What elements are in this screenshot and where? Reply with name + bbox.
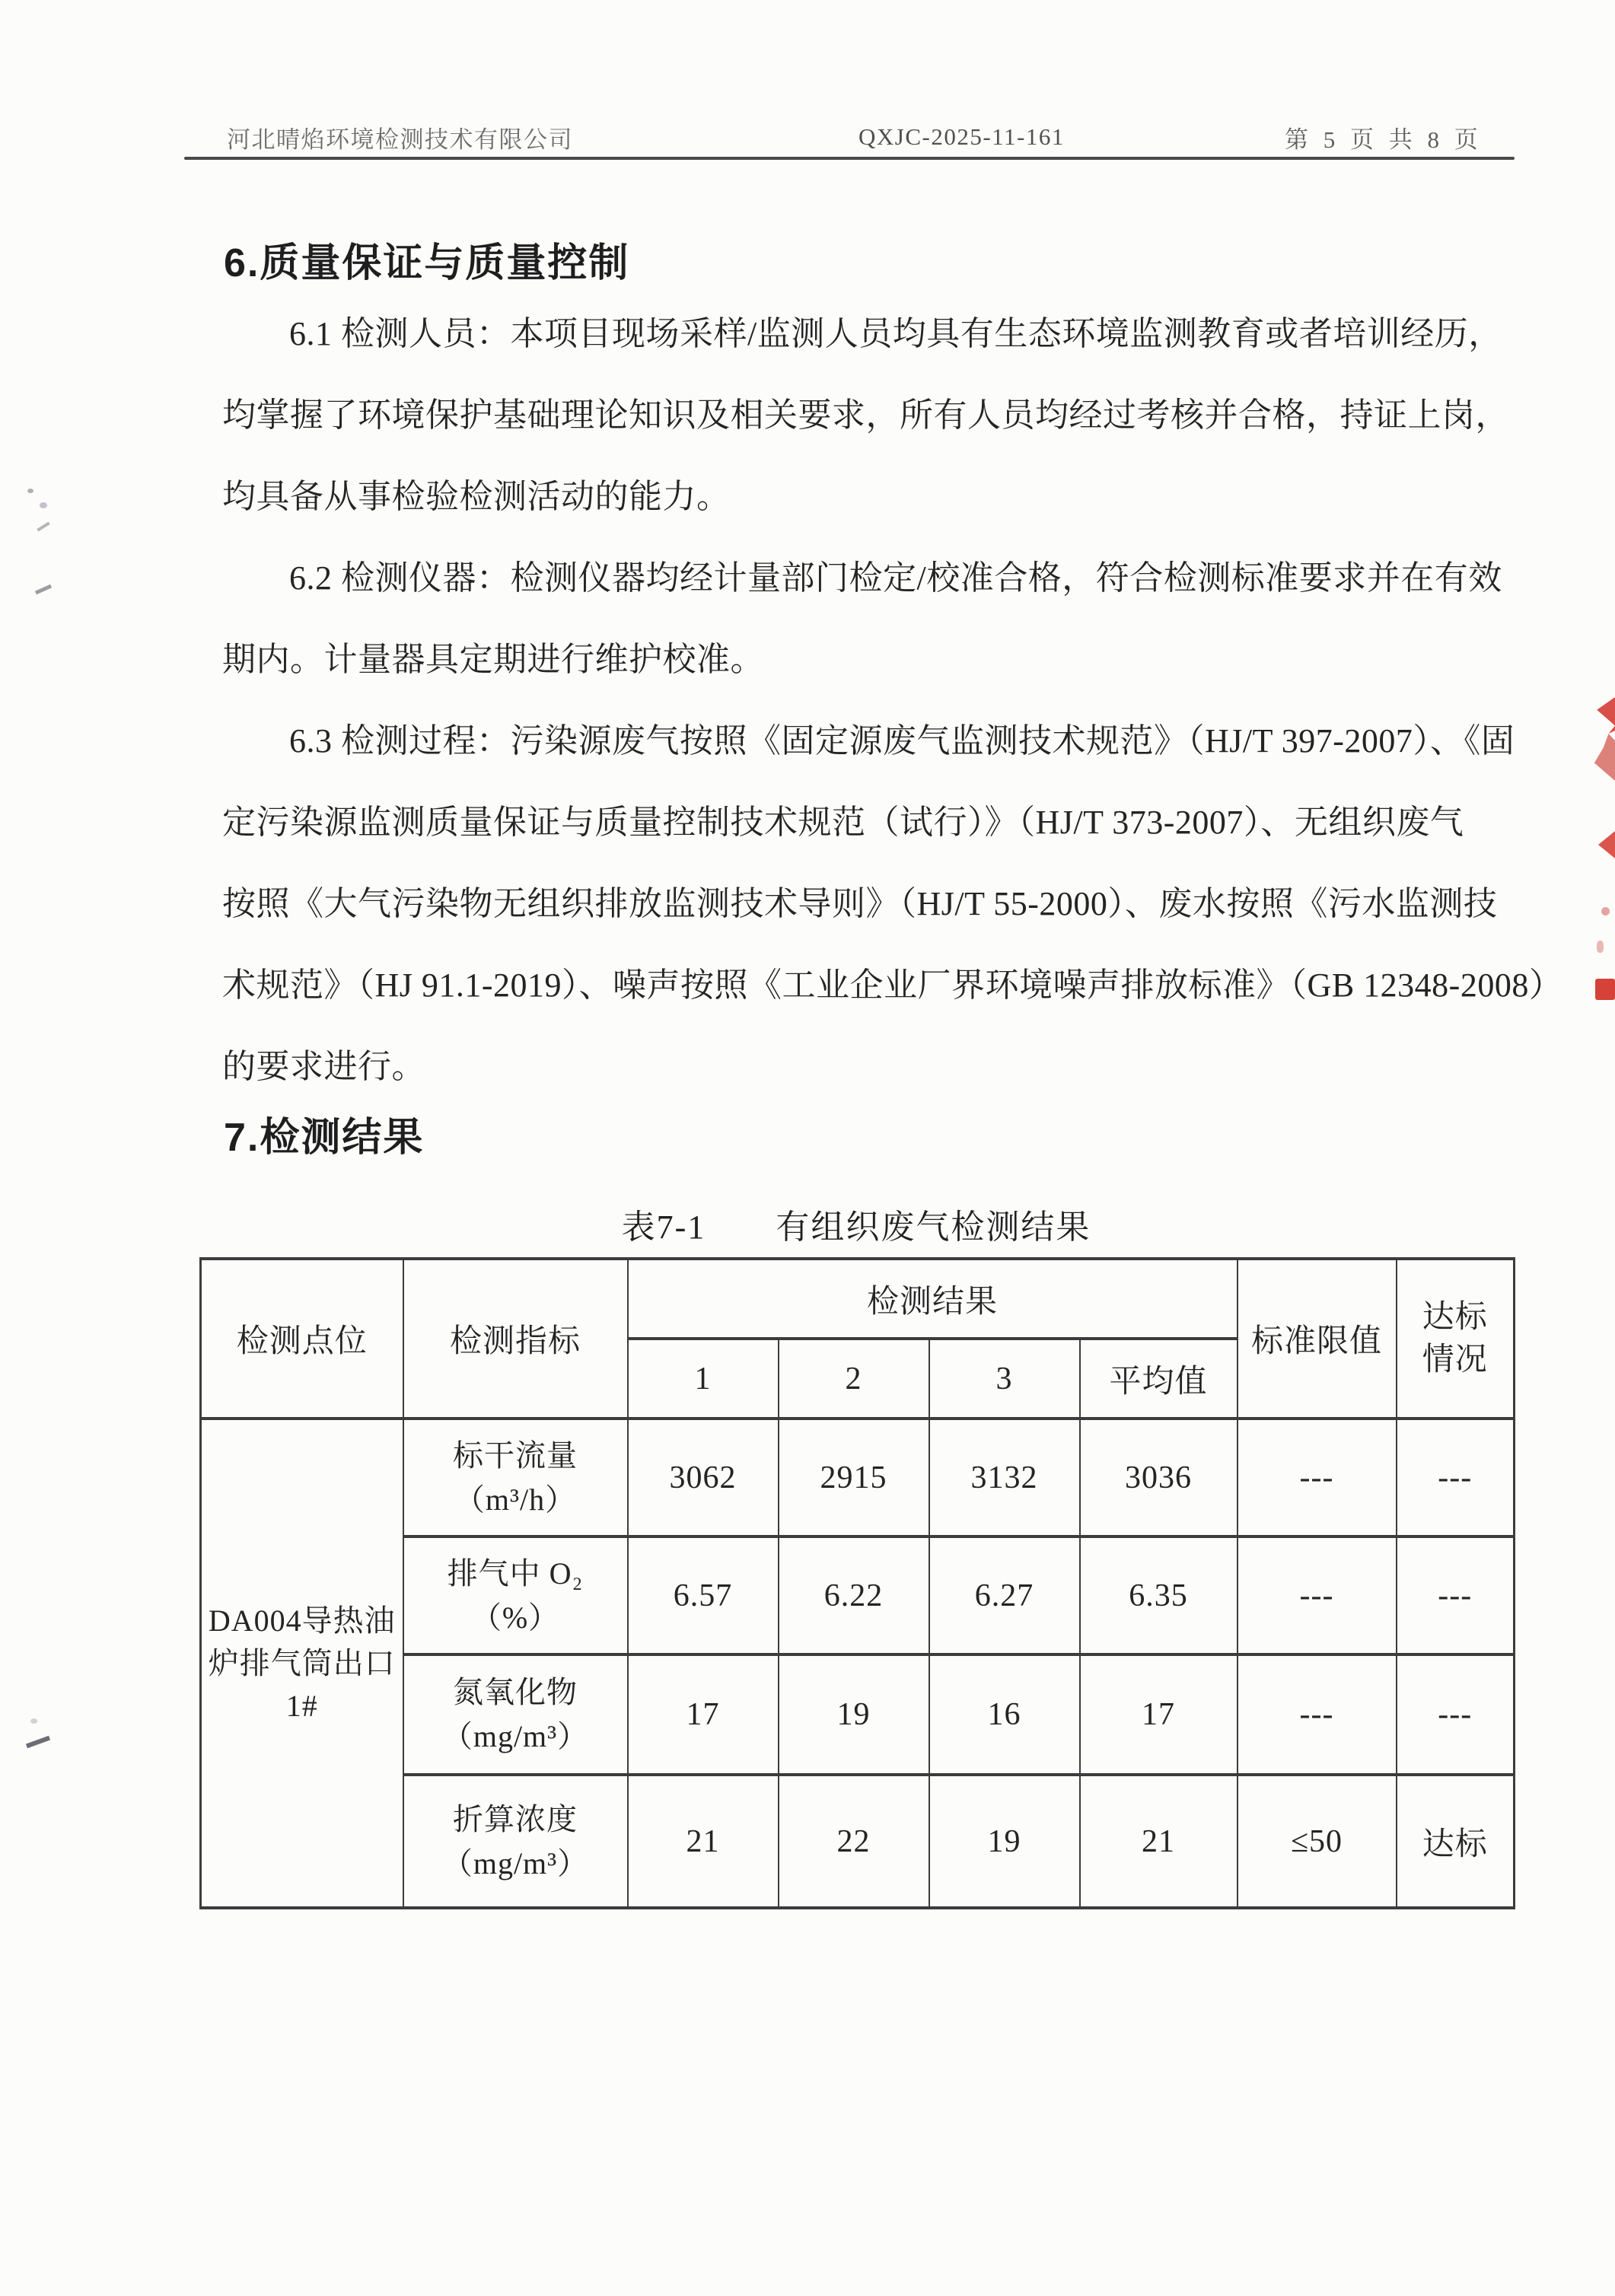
subheader-run-3: 3 xyxy=(929,1339,1080,1419)
body-line-6: 6.3 检测过程：污染源废气按照《固定源废气监测技术规范》（HJ/T 397-2007）、《固 xyxy=(289,722,1515,759)
body-line-5: 期内。计量器具定期进行维护校准。 xyxy=(222,641,764,678)
body-line-3: 均具备从事检验检测活动的能力。 xyxy=(222,478,731,515)
ink-speck xyxy=(40,502,47,508)
limit-cell: --- xyxy=(1238,1537,1397,1654)
value-cell: 6.22 xyxy=(779,1537,929,1654)
subheader-run-1: 1 xyxy=(628,1339,779,1419)
value-cell: 22 xyxy=(779,1775,929,1908)
site-cell xyxy=(201,1419,403,1908)
header-cell-indicator: 检测指标 xyxy=(403,1259,628,1419)
average-cell: 21 xyxy=(1080,1775,1238,1908)
body-line-8: 按照《大气污染物无组织排放监测技术导则》（HJ/T 55-2000）、废水按照《污水监测技 xyxy=(222,885,1498,922)
value-cell: 6.57 xyxy=(628,1537,779,1654)
value-cell: 19 xyxy=(779,1654,929,1775)
value-cell: 16 xyxy=(929,1654,1080,1775)
value-cell: 21 xyxy=(628,1775,779,1908)
value-cell: 3062 xyxy=(628,1419,779,1537)
stamp-fragment-icon xyxy=(1598,831,1615,858)
body-line-9: 术规范》（HJ 91.1-2019）、噪声按照《工业企业厂界环境噪声排放标准》（GB 12348-2008） xyxy=(222,966,1563,1004)
body-line-4: 6.2 检测仪器：检测仪器均经计量部门检定/校准合格，符合检测标准要求并在有效 xyxy=(289,559,1502,597)
ink-speck xyxy=(27,489,33,493)
header-cell-point: 检测点位 xyxy=(201,1259,403,1419)
subheader-run-2: 2 xyxy=(779,1339,929,1419)
body-line-10: 的要求进行。 xyxy=(222,1048,425,1085)
limit-cell: ≤50 xyxy=(1238,1775,1397,1908)
indicator-cell xyxy=(403,1537,628,1654)
results-table-container xyxy=(199,1257,1515,1909)
table-row xyxy=(201,1419,1515,1537)
header-page-number: 第 5 页 共 8 页 xyxy=(1285,126,1483,153)
average-cell: 6.35 xyxy=(1080,1537,1238,1654)
ink-speck xyxy=(26,1736,50,1749)
site-line-2: 炉排气筒出口 xyxy=(208,1645,396,1680)
header-doc-number: QXJC-2025-11-161 xyxy=(858,123,1065,150)
stamp-fragment-icon xyxy=(1595,979,1615,1000)
header-cell-result: 检测结果 xyxy=(628,1259,1238,1339)
subheader-average: 平均值 xyxy=(1080,1339,1238,1419)
stamp-fragment-icon xyxy=(1589,734,1615,781)
section7-title: 7.检测结果 xyxy=(224,1116,425,1160)
section6-title: 6.质量保证与质量控制 xyxy=(224,241,630,285)
value-cell: 2915 xyxy=(779,1419,929,1537)
stamp-fragment-icon xyxy=(1601,907,1610,916)
header-rule xyxy=(184,157,1515,160)
status-cell: --- xyxy=(1397,1419,1515,1537)
stamp-fragment-icon xyxy=(1594,697,1615,734)
value-cell: 19 xyxy=(929,1775,1080,1908)
indicator-name: 折算浓度 xyxy=(453,1801,578,1836)
value-cell: 6.27 xyxy=(929,1537,1080,1654)
section6-body xyxy=(222,293,1563,1107)
body-line-2: 均掌握了环境保护基础理论知识及相关要求，所有人员均经过考核并合格，持证上岗， xyxy=(222,396,1509,434)
indicator-unit: （m³/h） xyxy=(454,1482,577,1517)
indicator-name: 标干流量 xyxy=(453,1438,578,1473)
site-line-1: DA004导热油 xyxy=(208,1603,396,1638)
site-line-3: 1# xyxy=(285,1688,318,1723)
header-cell-limit: 标准限值 xyxy=(1238,1259,1397,1419)
indicator-unit: （%） xyxy=(470,1600,560,1635)
status-cell: 达标 xyxy=(1397,1775,1515,1908)
ink-speck xyxy=(30,1718,37,1724)
ink-speck xyxy=(37,522,49,532)
indicator-cell xyxy=(403,1775,628,1908)
ink-speck xyxy=(35,584,52,595)
indicator-unit: （mg/m³） xyxy=(441,1845,589,1880)
average-cell: 3036 xyxy=(1080,1419,1238,1537)
indicator-name: 排气中 O₂ xyxy=(447,1556,584,1591)
limit-cell: --- xyxy=(1238,1654,1397,1775)
limit-cell: --- xyxy=(1238,1419,1397,1537)
body-line-1: 6.1 检测人员：本项目现场采样/监测人员均具有生态环境监测教育或者培训经历， xyxy=(289,315,1502,352)
header-cell-status xyxy=(1397,1259,1515,1419)
average-cell: 17 xyxy=(1080,1654,1238,1775)
indicator-unit: （mg/m³） xyxy=(441,1719,589,1753)
value-cell: 17 xyxy=(628,1654,779,1775)
body-line-7: 定污染源监测质量保证与质量控制技术规范（试行）》（HJ/T 373-2007）、无组织废气 xyxy=(222,804,1464,841)
results-table xyxy=(199,1257,1515,1909)
header-cell-status-label: 达标情况 xyxy=(1422,1300,1488,1377)
indicator-name: 氮氧化物 xyxy=(453,1675,578,1709)
status-cell: --- xyxy=(1397,1537,1515,1654)
indicator-cell xyxy=(403,1654,628,1775)
table-caption: 表7-1 有组织废气检测结果 xyxy=(621,1209,1091,1246)
indicator-cell xyxy=(403,1419,628,1537)
stamp-fragment-icon xyxy=(1597,941,1604,953)
value-cell: 3132 xyxy=(929,1419,1080,1537)
header-company: 河北晴焰环境检测技术有限公司 xyxy=(227,126,573,153)
status-cell: --- xyxy=(1397,1654,1515,1775)
